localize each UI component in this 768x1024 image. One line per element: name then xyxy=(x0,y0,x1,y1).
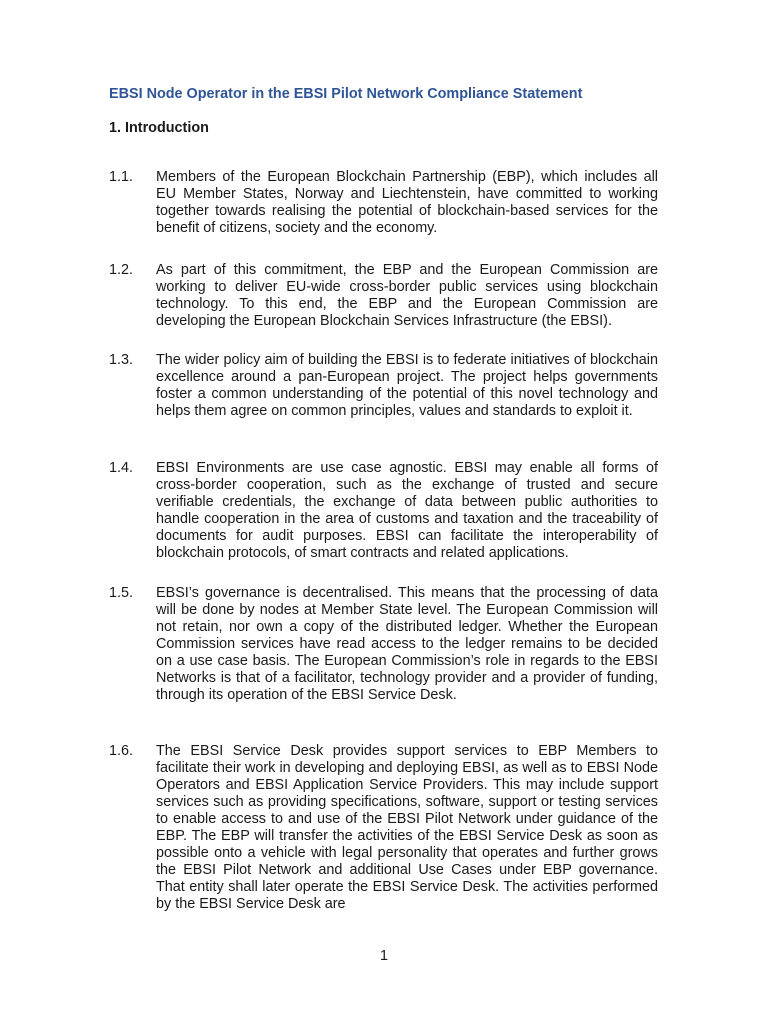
paragraph-1-1 xyxy=(109,169,658,237)
paragraph-1-4 xyxy=(109,460,658,562)
paragraph-number: 1.4. xyxy=(109,460,134,476)
paragraph-number: 1.2. xyxy=(109,262,134,278)
paragraph-number: 1.3. xyxy=(109,352,134,368)
paragraph-text: Members of the European Blockchain Partnership (EBP), which includes all EU Member States, Norway and Liechtenstein, have committed to working together towards realising the potential of blockchain-based services for the benefit of citizens, society and the economy. xyxy=(156,169,658,236)
paragraph-number: 1.5. xyxy=(109,585,134,601)
paragraph-text: The EBSI Service Desk provides support services to EBP Members to facilitate their work in developing and deploying EBSI, as well as to EBSI Node Operators and EBSI Application Service Providers. This may include support services such as providing specifications, software, support or testing services to enable access to and use of the EBSI Pilot Network under guidance of the EBP. The EBP will transfer the activities of the EBSI Service Desk as soon as possible onto a vehicle with legal personality that operates and further grows the EBSI Pilot Network and additional Use Cases under EBP governance. That entity shall later operate the EBSI Service Desk. The activities performed by the EBSI Service Desk are xyxy=(156,743,658,912)
paragraph-1-6 xyxy=(109,743,658,913)
section-heading: 1. Introduction xyxy=(109,120,209,136)
paragraph-text: As part of this commitment, the EBP and the European Commission are working to deliver EU-wide cross-border public services using blockchain technology. To this end, the EBP and the European Commission are developing the European Blockchain Services Infrastructure (the EBSI). xyxy=(156,262,658,329)
paragraph-text: The wider policy aim of building the EBSI is to federate initiatives of blockchain excellence around a pan-European project. The project helps governments foster a common understanding of the potential of this novel technology and helps them agree on common principles, values and standards to exploit it. xyxy=(156,352,658,419)
paragraph-number: 1.1. xyxy=(109,169,134,185)
paragraph-number: 1.6. xyxy=(109,743,134,759)
paragraph-1-3 xyxy=(109,352,658,420)
paragraph-1-2 xyxy=(109,262,658,330)
paragraph-text: EBSI’s governance is decentralised. This means that the processing of data will be done by nodes at Member State level. The European Commission will not retain, nor own a copy of the distributed ledger. Whether the European Commission services have read access to the ledger remains to be decided on a use case basis. The European Commission’s role in regards to the EBSI Networks is that of a facilitator, technology provider and a provider of funding, through its operation of the EBSI Service Desk. xyxy=(156,585,658,703)
paragraph-text: EBSI Environments are use case agnostic. EBSI may enable all forms of cross-border cooperation, such as the exchange of trusted and secure verifiable credentials, the exchange of data between public authorities to handle cooperation in the area of customs and taxation and the traceability of documents for audit purposes. EBSI can facilitate the interoperability of blockchain protocols, of smart contracts and related applications. xyxy=(156,460,658,561)
paragraph-1-5 xyxy=(109,585,658,704)
document-title: EBSI Node Operator in the EBSI Pilot Network Compliance Statement xyxy=(109,86,583,102)
page-number: 1 xyxy=(379,948,388,964)
